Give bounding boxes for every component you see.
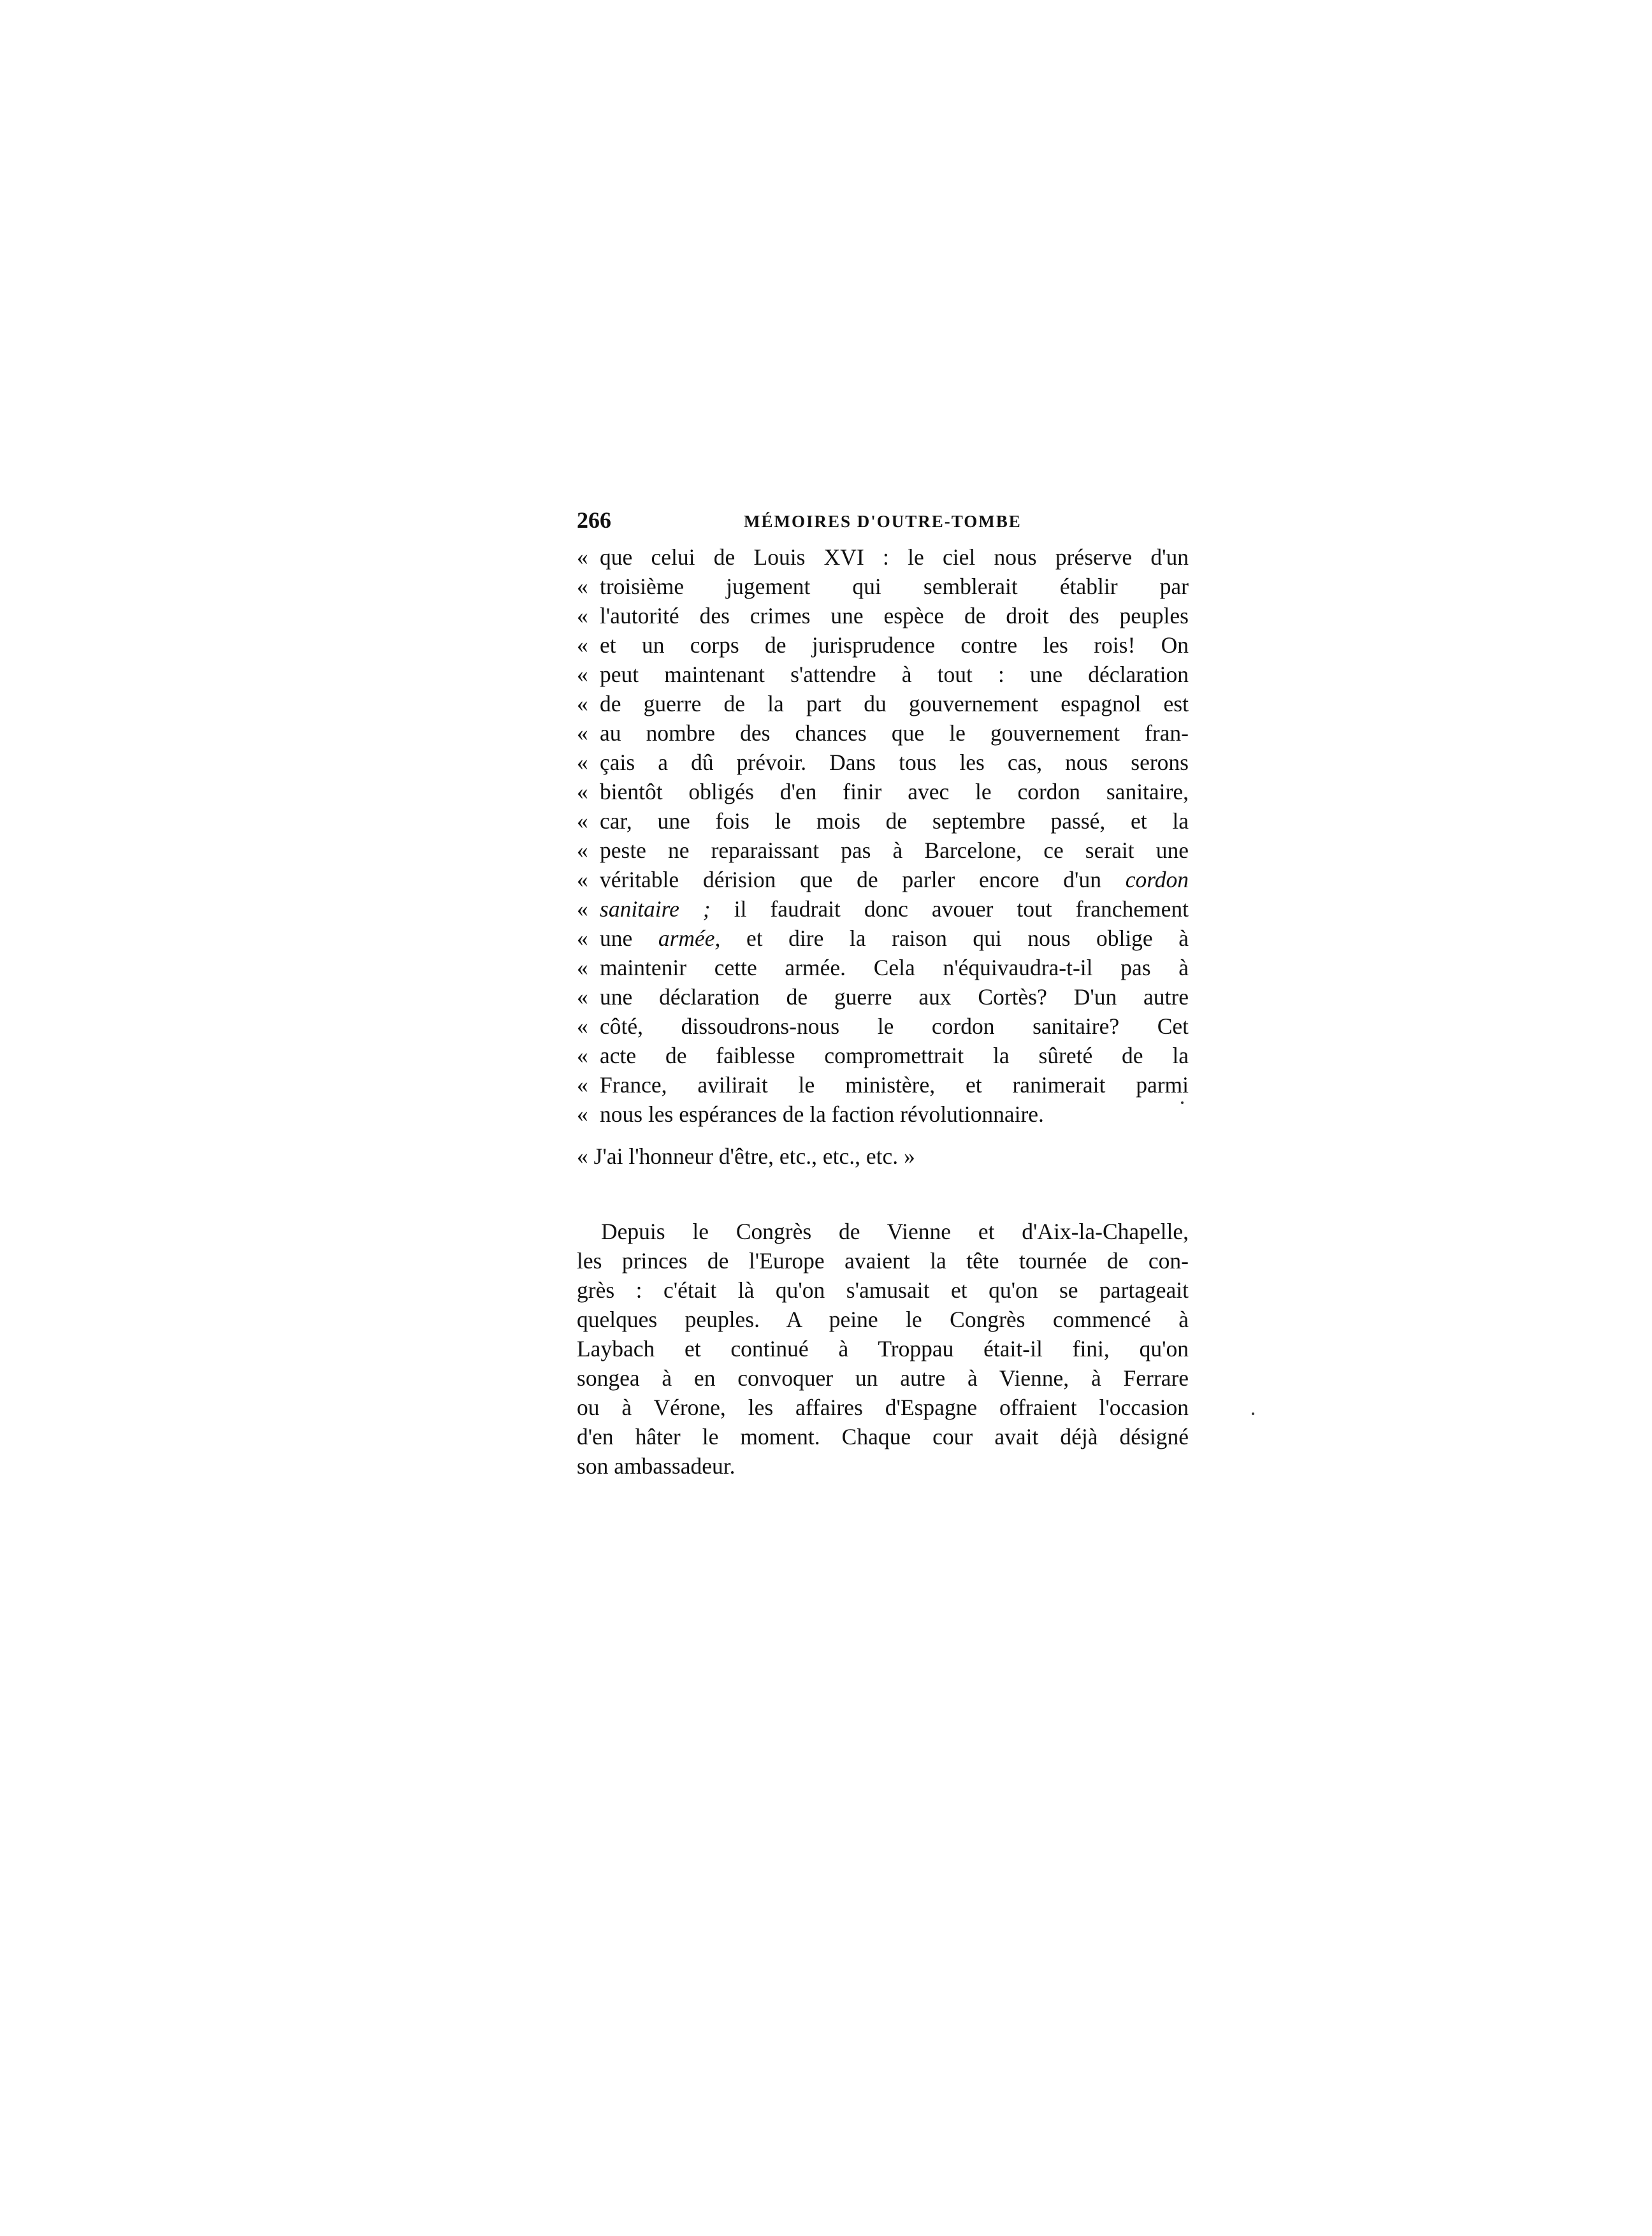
letter-closing: « J'ai l'honneur d'être, etc., etc., etc. »: [577, 1143, 915, 1169]
quote-line: [577, 836, 1189, 865]
book-page: [577, 507, 1189, 1481]
quote-line: [577, 1041, 1189, 1070]
quote-line-text: bientôt obligés d'en finir avec le cordon sanitaire,: [600, 779, 1189, 804]
quote-line-text: au nombre des chances que le gouvernement fran-: [600, 720, 1189, 746]
quote-line: [577, 542, 1189, 572]
guillemet: «: [577, 896, 588, 922]
guillemet: «: [577, 1043, 588, 1068]
guillemet: «: [577, 926, 588, 951]
quote-line-roman: véritable dérision que de parler encore d'un: [600, 867, 1126, 892]
guillemet: «: [577, 984, 588, 1010]
quote-line: [577, 601, 1189, 630]
quote-line: [577, 806, 1189, 836]
running-title: MÉMOIRES D'OUTRE-TOMBE: [744, 512, 1022, 531]
quote-line-text: que celui de Louis XVI : le ciel nous préserve d'un: [600, 544, 1189, 570]
quote-line-text: maintenir cette armée. Cela n'équivaudra-t-il pas à: [600, 955, 1189, 980]
guillemet: «: [577, 838, 588, 863]
quote-line: [577, 894, 1189, 924]
guillemet: «: [577, 603, 588, 628]
paragraph-line: ou à Vérone, les affaires d'Espagne offraient l'occasion: [577, 1395, 1189, 1420]
quote-line-italic: armée,: [658, 926, 721, 951]
quoted-letter: [577, 542, 1189, 1172]
quote-line: [577, 865, 1189, 894]
scan-speck: [1252, 1412, 1254, 1415]
quote-line-text: troisième jugement qui semblerait établir par: [600, 574, 1189, 599]
guillemet: «: [577, 955, 588, 980]
paragraph-line: quelques peuples. A peine le Congrès commencé à: [577, 1307, 1189, 1332]
quote-line-roman: une: [600, 926, 658, 951]
quote-line-text: peste ne reparaissant pas à Barcelone, ce serait une: [600, 838, 1189, 863]
guillemet: «: [577, 808, 588, 834]
quote-line-roman: il faudrait donc avouer tout franchement: [710, 896, 1189, 922]
quote-line: [577, 718, 1189, 748]
quote-line-text: et un corps de jurisprudence contre les rois! On: [600, 632, 1189, 658]
quote-line-text: l'autorité des crimes une espèce de droit des peuples: [600, 603, 1189, 628]
quote-line-text: [600, 894, 1189, 924]
quote-line-text: acte de faiblesse compromettrait la sûreté de la: [600, 1043, 1189, 1068]
guillemet: «: [577, 1013, 588, 1039]
page-number: 266: [577, 507, 611, 533]
quote-line-text: [600, 865, 1189, 894]
paragraph-line: Depuis le Congrès de Vienne et d'Aix-la-Chapelle,: [601, 1219, 1189, 1244]
guillemet: «: [577, 544, 588, 570]
quote-line-text: [600, 924, 1189, 953]
scan-speck: [1181, 1101, 1184, 1104]
quote-line: [577, 1012, 1189, 1041]
guillemet: «: [577, 779, 588, 804]
guillemet: «: [577, 691, 588, 716]
quote-line: [577, 660, 1189, 689]
quote-line: [577, 748, 1189, 777]
quote-line-italic: sanitaire ;: [600, 896, 711, 922]
quote-line-text: car, une fois le mois de septembre passé, et la: [600, 808, 1189, 834]
paragraph-line: son ambassadeur.: [577, 1453, 735, 1479]
quote-line-text: côté, dissoudrons-nous le cordon sanitaire? Cet: [600, 1013, 1189, 1039]
quote-line-text: peut maintenant s'attendre à tout : une déclaration: [600, 662, 1189, 687]
quote-line-text: une déclaration de guerre aux Cortès? D'un autre: [600, 984, 1189, 1010]
guillemet: «: [577, 1101, 588, 1127]
paragraph-line: grès : c'était là qu'on s'amusait et qu'on se partageait: [577, 1277, 1189, 1303]
quote-line-text: France, avilirait le ministère, et ranimerait parmi: [600, 1072, 1189, 1098]
guillemet: «: [577, 750, 588, 775]
guillemet: «: [577, 632, 588, 658]
quote-line: [577, 572, 1189, 601]
quote-line: [577, 630, 1189, 660]
paragraph-line: d'en hâter le moment. Chaque cour avait déjà désigné: [577, 1424, 1189, 1449]
quote-line: [577, 982, 1189, 1012]
paragraph-line: Laybach et continué à Troppau était-il fini, qu'on: [577, 1336, 1189, 1361]
quote-line: [577, 924, 1189, 953]
running-head: [577, 507, 1189, 542]
quote-line: [577, 953, 1189, 982]
body-paragraph: [577, 1217, 1189, 1481]
quote-line: [577, 689, 1189, 718]
quote-line-roman: et dire la raison qui nous oblige à: [720, 926, 1189, 951]
quote-line: [577, 1070, 1189, 1100]
guillemet: «: [577, 720, 588, 746]
quote-line: [577, 1100, 1189, 1129]
guillemet: «: [577, 662, 588, 687]
quote-line-italic: cordon: [1125, 867, 1189, 892]
quote-line-text: çais a dû prévoir. Dans tous les cas, nous serons: [600, 750, 1189, 775]
paragraph-line: songea à en convoquer un autre à Vienne, à Ferrare: [577, 1365, 1189, 1391]
guillemet: «: [577, 1072, 588, 1098]
paragraph-line: les princes de l'Europe avaient la tête tournée de con-: [577, 1248, 1189, 1274]
guillemet: «: [577, 574, 588, 599]
quote-line: [577, 777, 1189, 806]
guillemet: «: [577, 867, 588, 892]
quote-line-text: nous les espérances de la faction révolutionnaire.: [600, 1101, 1044, 1127]
quote-line-text: de guerre de la part du gouvernement espagnol est: [600, 691, 1189, 716]
